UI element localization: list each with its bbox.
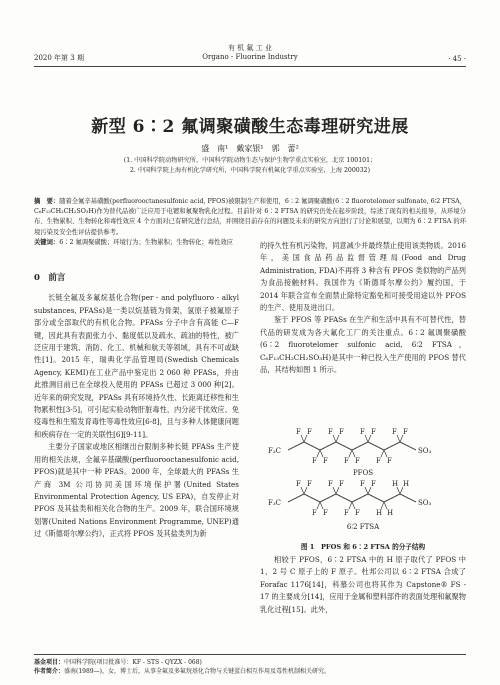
svg-text:H: H [376,509,383,517]
page-number: · 45 · [448,55,466,63]
svg-text:F: F [392,428,397,436]
ftsa-structure [268,480,432,531]
journal-name-en: Organo - Fluorine Industry [202,53,298,61]
svg-text:F: F [307,428,312,436]
abstract-label: 摘 要： [34,198,60,205]
ftsa-left-group: F₃C [268,499,282,507]
affiliations [40,156,460,176]
abstract-text: 随着全氟辛基磺酸(perfluorooctanesulfonic acid, PFOS)被限制生产和使用，6∶2 氟调聚磺酸(6∶2 fluorotelomer sulfonate, 6∶2 FTSA，C₆F₁₃CH₂CH₂SO₃H)作为替代品被广泛应用于电镀和氟聚物乳化过程。目前针对 6∶2 FTSA 的研究仍处在起步阶段，综述了现有的相关报导，从环境分布、生物累积、生物转化和毒性效应 4 个方面对已有研究进行总结，并围绕目前存在的问题及未来的研究方向进行了讨论和展望，以期为 6∶2 FTSA 的环境污染及安全性评估提供参考。 [34,198,466,236]
journal-name-cn: 有 机 氟 工 业 [228,44,272,52]
ftsa-label: 6∶2 FTSA [346,523,380,531]
svg-text:H: H [403,480,410,488]
author-bio-label: 作者简介： [34,668,65,675]
right-paragraph-1: 的持久性有机污染物，同意减少并最终禁止使用该类物质。2016 年，美国食品药品监督管理局(Food and Drug Administration, FDA)不再将 3 种含有 PFOS 类似物的产品列为食品接触材料。我国作为《斯德哥尔摩公约》履约国，于 2014 年联合宣布全面禁止除特定豁免和可接受用途以外 PFOS 的生产、使用及进出口。 [260,241,466,313]
left-column [34,272,239,541]
ftsa-bottom-atoms [312,502,393,517]
affiliation-2: 2. 中国科学院上海有机化学研究所，中国科学院有机氟化学重点实验室，上海 200032) [129,167,371,174]
svg-text:F: F [344,457,349,465]
intro-paragraph-2: 主要分子国家或地区相继出台限制多种长链 PFASs 生产使用的相关法规，全氟辛基磺酸(perfluorooctanesulfonic acid, PFOS)就是其中一种 PFAS。2000 年，全球最大的 PFASs 生产商 3M 公司协同美国环境保护署(United States Environmental Protection Agency, US EPA)，自发停止对 PFOS 及其盐类和相关化合物的生产。2009 年，联合国环境规划署(United Nations Environment Programme, UNEP)通过《斯德哥尔摩公约》，正式将 PFOS 及其盐类列为新 [34,442,239,539]
svg-text:F: F [360,428,365,436]
ftsa-top-atoms [296,480,409,494]
svg-text:F: F [387,457,392,465]
svg-text:F: F [296,428,301,436]
svg-text:F: F [339,428,344,436]
svg-text:F: F [371,480,376,488]
running-header [34,44,466,67]
svg-text:F: F [296,480,301,488]
svg-text:F: F [328,428,333,436]
svg-text:H: H [392,480,399,488]
pfos-right-group: SO₃ [418,447,432,455]
figure-caption: 图 1 PFOS 和 6∶2 FTSA 的分子结构 [300,543,426,551]
author-bio-text: 盛南(1989—)，女，博士后，从事全氟及多氟烷基化合物与关键蛋白相互作用及毒性机制相关研究。 [64,668,330,675]
svg-text:F: F [355,457,360,465]
journal-name [34,44,466,62]
fund-label: 基金项目： [34,659,65,666]
svg-text:F: F [360,480,365,488]
intro-paragraph-1: 长链全氟及多氟烷基化合物(per - and polyfluoro - alkyl substances, PFASs)是一类以烷基链为骨架，氢原子被氟原子部分或全部取代的有机化合物。PFASs 分子中含有高能 C—F 键，因此具有表面张力小、黏度低以及疏水、疏油的特性，被广泛应用于建筑、消防、化工、机械和航天等领域，具有不可或缺性[1]。2015 年，瑞典化学品管理局(Swedish Chemicals Agency, KEMI)在工业产品中鉴定出 2 060 种 PFASs，并由此推测目前已在全球投入使用的 PFASs 已超过 3 000 种[2]。近年来的研究发现，PFASs 具有环境持久性、长距离迁移性和生物累积性[3-5]，可引起实验动物肝脏毒性、内分泌干扰效应、免疫毒性和生殖发育毒性等毒性效应[6-8]，且与多种人体健康问题和疾病存在一定的关联性[6][9-11]。 [34,293,239,439]
author-list: 盛 南¹ 戴家银¹ 郭 蕾² [201,144,299,153]
svg-text:F: F [323,457,328,465]
svg-text:F: F [355,509,360,517]
svg-text:F: F [339,480,344,488]
svg-text:F: F [344,509,349,517]
issue-number: 2020 年第 3 期 [34,54,84,62]
affiliation-1: (1. 中国科学院动物研究所，中国科学院动物生态与保护生物学重点实验室，北京 100101； [123,157,377,164]
svg-text:F: F [328,480,333,488]
keywords-label: 关键词： [34,238,60,246]
pfos-label: PFOS [352,469,374,477]
svg-text:H: H [387,509,394,517]
svg-text:F: F [307,480,312,488]
molecular-structures [260,428,466,538]
pfos-bottom-fluorines [312,450,392,465]
pfos-top-fluorines [296,428,408,442]
section-heading: 0 前言 [34,273,66,283]
fund-text: 中国科学院(项目批准号：KF - STS - QYZX - 068) [64,659,202,666]
right-column [260,240,466,376]
article-title: 新型 6∶2 氟调聚磺酸生态毒理研究进展 [91,117,409,137]
right-paragraph-3: 相较于 PFOS，6∶2 FTSA 中的 H 原子取代了 PFOS 中 1、2 号 C 原子上的 F 原子。杜邦公司以 6∶2 FTSA 合成了 Forafac 1176[14]，科慕公司也将其作为 Capstone® FS - 17 的主要成分[14]，应用于金属和塑料部件的表面处理和氟聚物乳化过程[15]。此外， [260,555,466,614]
svg-text:F: F [376,457,381,465]
svg-text:F: F [371,428,376,436]
svg-text:F: F [312,509,317,517]
footnote [34,654,466,676]
ftsa-right-group: SO₃ [418,499,432,507]
right-paragraph-2: 鉴于 PFOS 等 PFASs 在生产和生活中具有不可替代性，替代品的研发成为各大氟化工厂的关注重点。6∶2 氟调聚磺酸(6∶2 fluorotelomer sulfonic acid, 6∶2 FTSA，C₆F₁₃CH₂CH₂SO₃H)是其中一种已投入生产使用的 PFOS 替代品，其结构如图 1 所示。 [260,315,466,375]
svg-text:F: F [312,457,317,465]
figure-1 [260,428,466,538]
right-column-continued [260,554,466,616]
keywords-text: 6∶2 氟调聚磺酸；环境行为；生物累积；生物转化；毒性效应 [59,238,233,246]
pfos-left-group: F₃C [268,447,282,455]
svg-text:F: F [403,428,408,436]
svg-text:F: F [323,509,328,517]
pfos-structure [268,428,432,477]
